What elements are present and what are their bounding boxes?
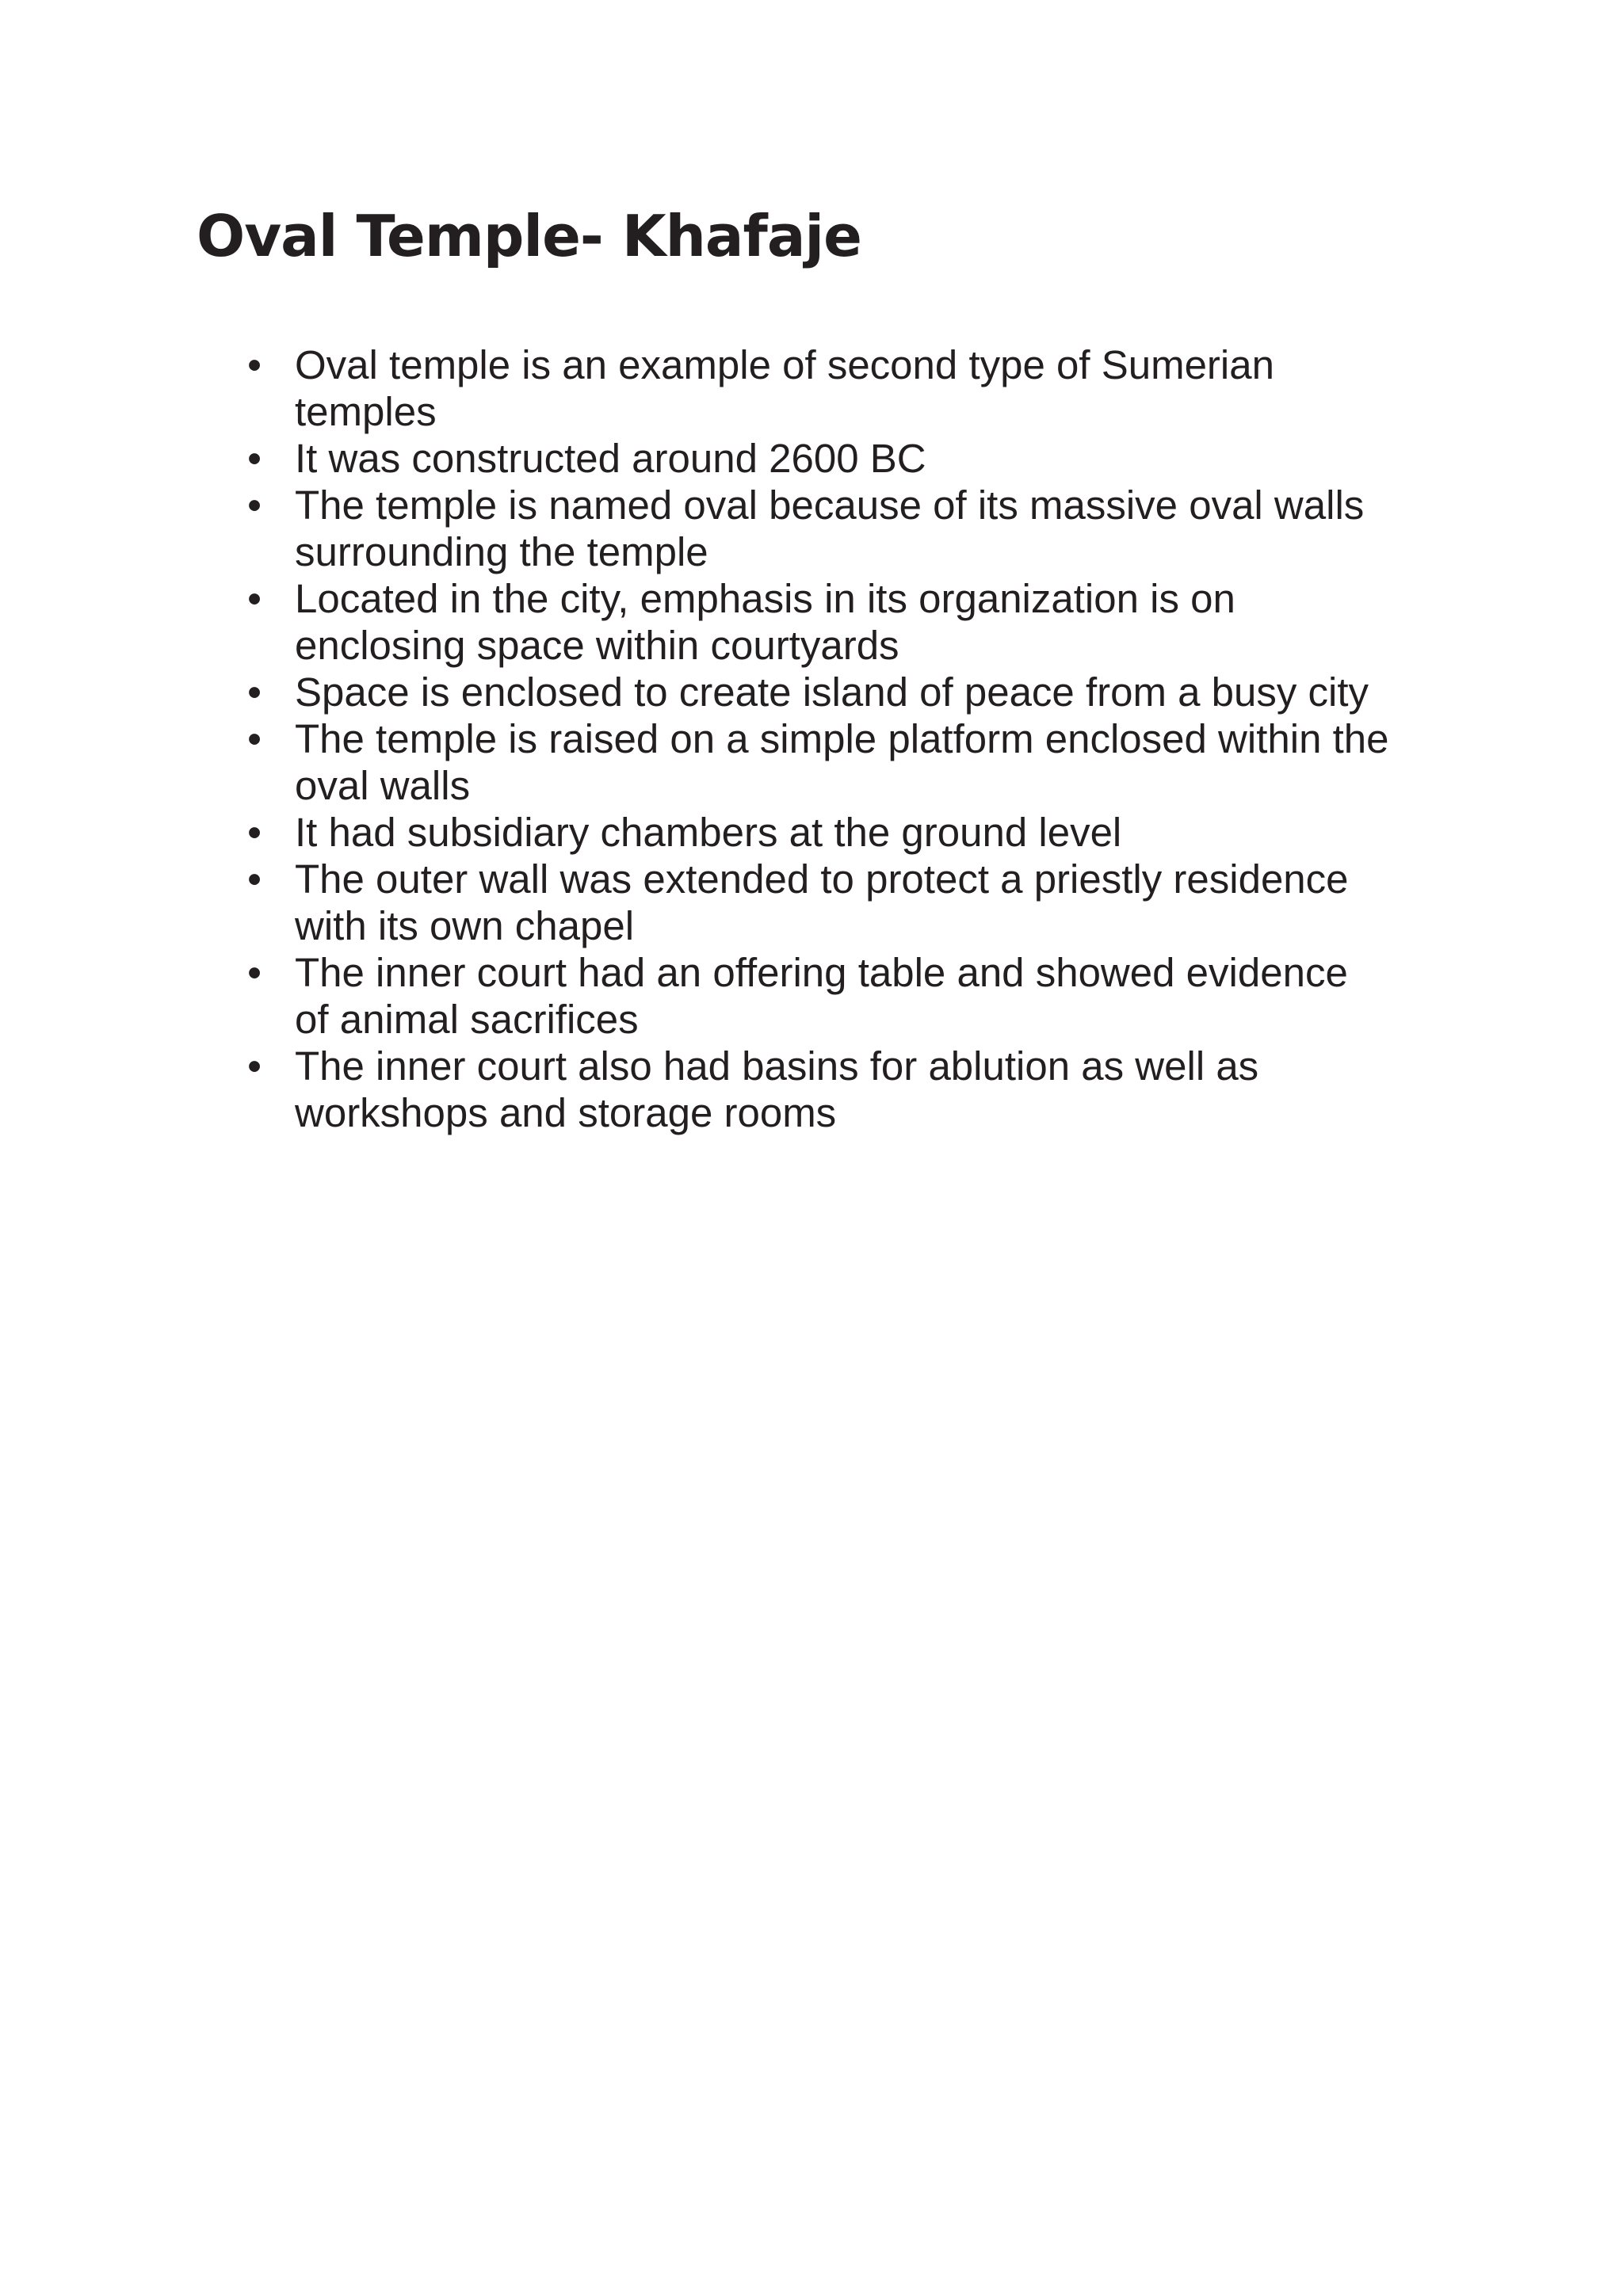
bullet-list: [242, 341, 1447, 1136]
list-item-text: enclosing space within courtyards: [295, 623, 899, 668]
bullet-point-icon: •: [247, 1043, 262, 1089]
list-item-text: The inner court had an offering table and showed evidence: [295, 950, 1348, 995]
list-item: [242, 715, 1447, 809]
list-item-text: temples: [295, 389, 437, 434]
list-item: [242, 482, 1447, 575]
list-item-text: of animal sacrifices: [295, 997, 639, 1042]
list-item: [242, 435, 1447, 482]
list-item-text: surrounding the temple: [295, 529, 708, 574]
bullet-point-icon: •: [247, 669, 262, 715]
list-item-text: The outer wall was extended to protect a priestly residence: [295, 856, 1349, 902]
list-item: [242, 856, 1447, 949]
list-item-text: It had subsidiary chambers at the ground level: [295, 810, 1122, 855]
list-item-text: The temple is named oval because of its massive oval walls: [295, 482, 1365, 528]
bullet-point-icon: •: [247, 716, 262, 761]
bullet-point-icon: •: [247, 810, 262, 855]
list-item-text: Oval temple is an example of second type of Sumerian: [295, 342, 1274, 387]
bullet-point-icon: •: [247, 576, 262, 621]
list-item: [242, 809, 1447, 856]
list-item: [242, 341, 1447, 435]
bullet-point-icon: •: [247, 856, 262, 902]
list-item: [242, 1043, 1447, 1136]
list-item-text: The inner court also had basins for ablution as well as: [295, 1043, 1259, 1089]
list-item-text: Located in the city, emphasis in its organization is on: [295, 576, 1235, 621]
list-item-text: It was constructed around 2600 BC: [295, 436, 926, 481]
list-item: [242, 669, 1447, 715]
list-item-text: workshops and storage rooms: [295, 1090, 837, 1135]
bullet-point-icon: •: [247, 950, 262, 995]
list-item-text: oval walls: [295, 763, 471, 808]
list-item: [242, 949, 1447, 1043]
bullet-point-icon: •: [247, 482, 262, 528]
bullet-point-icon: •: [247, 436, 262, 481]
list-item-text: Space is enclosed to create island of peace from a busy city: [295, 669, 1369, 715]
list-item-text: with its own chapel: [295, 903, 635, 948]
page-title: Oval Temple- Khafaje: [197, 203, 861, 269]
bullet-point-icon: •: [247, 342, 262, 387]
list-item: [242, 575, 1447, 669]
list-item-text: The temple is raised on a simple platform enclosed within the: [295, 716, 1389, 761]
